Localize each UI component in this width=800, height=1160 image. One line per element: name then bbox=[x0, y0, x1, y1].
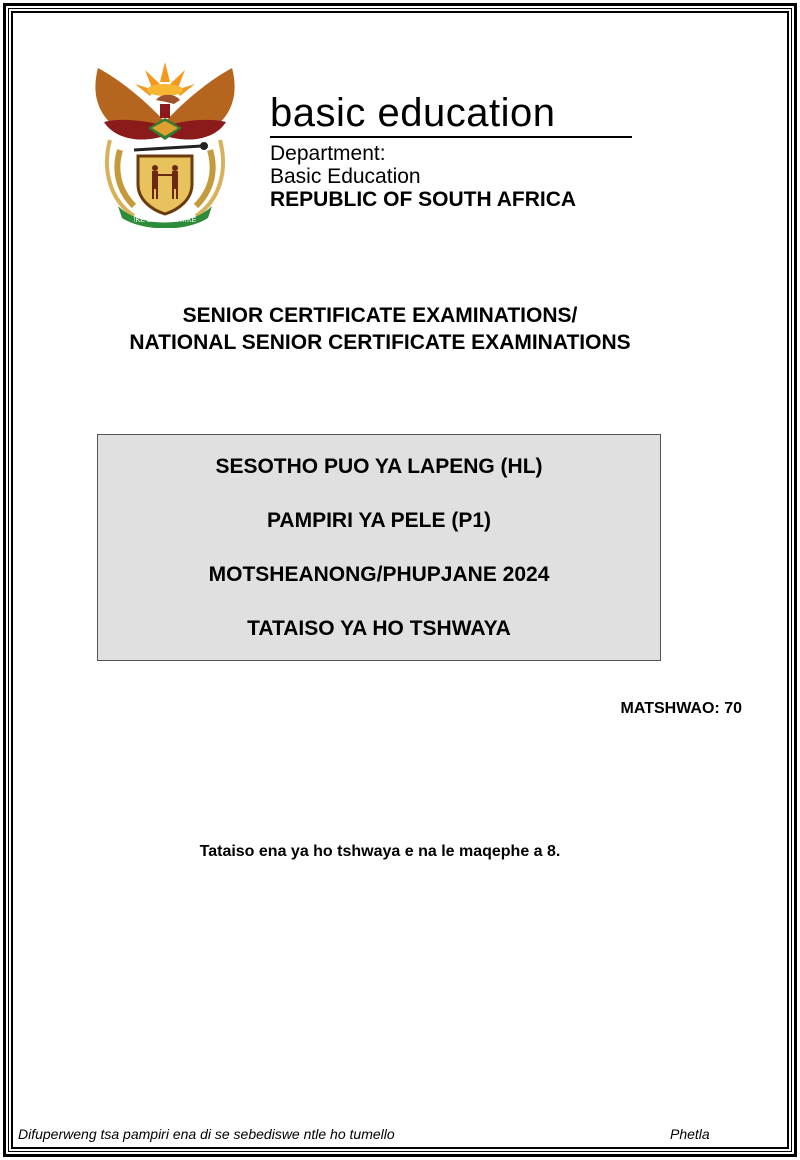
subject-title: SESOTHO PUO YA LAPENG (HL) bbox=[215, 455, 543, 478]
total-marks: MATSHWAO: 70 bbox=[620, 700, 742, 717]
svg-text:!KE E: /XARRA //KE: !KE E: /XARRA //KE bbox=[133, 217, 197, 224]
department-name: Basic Education bbox=[270, 165, 421, 188]
paper-title: PAMPIRI YA PELE (P1) bbox=[266, 509, 492, 532]
session-title: MOTSHEANONG/PHUPJANE 2024 bbox=[208, 563, 550, 586]
exam-heading-line1: SENIOR CERTIFICATE EXAMINATIONS/ bbox=[182, 304, 578, 327]
brand-divider bbox=[270, 136, 632, 138]
footer-turn-over: Phetla bbox=[670, 1126, 710, 1142]
department-brand bbox=[270, 90, 632, 211]
brand-title: basic education bbox=[270, 91, 556, 135]
pages-note: Tataiso ena ya ho tshwaya e na le maqephe a 8. bbox=[199, 843, 561, 860]
document-type-title: TATAISO YA HO TSHWAYA bbox=[247, 617, 511, 640]
coat-of-arms-logo bbox=[90, 60, 240, 228]
department-label: Department: bbox=[270, 142, 386, 165]
footer-copyright-note: Difuperweng tsa pampiri ena di se sebediswe ntle ho tumello bbox=[18, 1126, 395, 1142]
country-name: REPUBLIC OF SOUTH AFRICA bbox=[270, 188, 577, 211]
exam-heading-line2: NATIONAL SENIOR CERTIFICATE EXAMINATIONS bbox=[129, 331, 631, 354]
exam-heading bbox=[0, 302, 760, 356]
title-box bbox=[97, 434, 661, 661]
